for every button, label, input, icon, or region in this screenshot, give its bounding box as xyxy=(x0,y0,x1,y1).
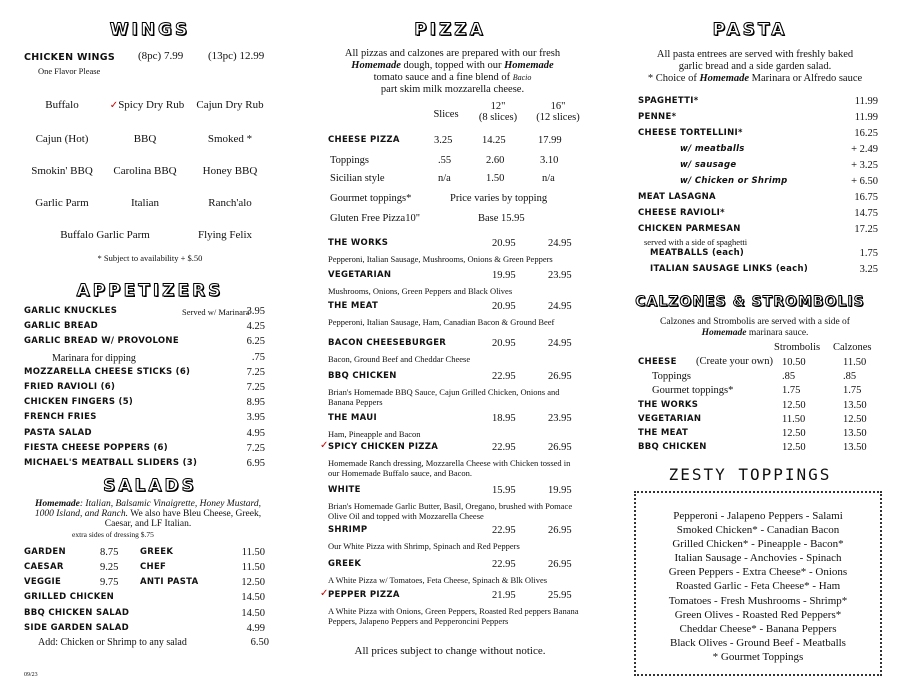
pasta-price: + 6.50 xyxy=(851,176,878,187)
topping-line: Pepperoni - Jalapeno Peppers - Salami xyxy=(673,510,843,522)
toppings-name: Toppings xyxy=(330,155,369,166)
appetizer-name: FRENCH FRIES xyxy=(24,412,97,423)
cheese-pizza-row xyxy=(300,135,600,149)
specialty-pizza-name: THE MAUI xyxy=(328,413,377,423)
pasta-row xyxy=(638,192,878,206)
flavor-item: Garlic Parm xyxy=(35,197,89,209)
pasta-price: + 3.25 xyxy=(851,160,878,171)
specialty-pizza-price-12: 20.95 xyxy=(492,338,516,349)
calzones-heading: CALZONES & STROMBOLIS xyxy=(635,294,865,310)
calzone-name: THE WORKS xyxy=(638,399,699,410)
pasta-row xyxy=(638,176,878,190)
pasta-name: CHICKEN PARMESAN xyxy=(638,224,741,234)
specialty-pizza-header xyxy=(300,301,600,315)
wings-availability-note: * Subject to availability + $.50 xyxy=(97,253,203,263)
flavor-item: Italian xyxy=(130,197,160,209)
specialty-pizza-header xyxy=(300,559,600,573)
topping-line: Roasted Garlic - Feta Cheese* - Ham xyxy=(675,580,841,593)
specialty-pizza-header xyxy=(300,270,600,284)
homemade-label: Homemade xyxy=(504,60,554,71)
appetizer-price: 7.25 xyxy=(246,366,265,378)
salad-pair-row xyxy=(24,562,269,576)
appetizer-row xyxy=(24,352,269,366)
pasta-row xyxy=(638,224,878,238)
appetizer-price: 3.95 xyxy=(246,306,265,317)
sicilian-price-12: 1.50 xyxy=(486,173,505,184)
specialty-pizza-header xyxy=(300,442,600,456)
pasta-name: MEAT LASAGNA xyxy=(638,192,716,202)
appetizer-note: Served w/ Marinara xyxy=(182,307,250,317)
salads-dressings: : Italian, Balsamic Vinaigrette, Honey Mustard, 1000 Island, and Ranch. xyxy=(34,499,262,519)
specialty-pizza-header xyxy=(300,371,600,385)
pasta-row xyxy=(638,160,878,174)
specialty-pizza-header xyxy=(300,413,600,427)
stromboli-price: 1.75 xyxy=(782,385,801,397)
calzone-name: VEGETARIAN xyxy=(638,413,702,424)
salad-row xyxy=(24,623,269,637)
menu-date: 09/23 xyxy=(24,672,38,678)
stromboli-price: 12.50 xyxy=(782,399,806,411)
topping-line: Italian Sausage - Anchovies - Spinach xyxy=(674,552,842,565)
hdr-slices: Slices xyxy=(433,109,459,120)
hdr-16-slices: (12 slices) xyxy=(536,112,580,123)
pasta-note: served with a side of spaghetti xyxy=(644,237,748,247)
sausage-row xyxy=(650,264,878,278)
sicilian-row xyxy=(300,173,600,187)
flavor-item xyxy=(102,99,192,111)
homemade-label: Homemade xyxy=(699,73,750,84)
homemade-label: Homemade xyxy=(351,60,401,71)
appetizer-price: 6.25 xyxy=(246,336,265,348)
salad-price: 8.75 xyxy=(100,547,119,558)
appetizer-name: GARLIC BREAD W/ PROVOLONE xyxy=(24,336,179,347)
right-column xyxy=(600,0,900,692)
calzones-intro-text: marinara sauce. xyxy=(746,328,809,338)
appetizer-row xyxy=(24,458,269,472)
specialty-pizza-desc: Pepperoni, Italian Sausage, Ham, Canadian Bacon & Ground Beef xyxy=(328,317,555,327)
appetizers-heading: APPETIZERS xyxy=(76,281,224,301)
appetizer-price: 6.95 xyxy=(246,458,265,469)
calzone-row xyxy=(638,428,888,442)
appetizer-row xyxy=(24,336,269,350)
topping-line: Green Olives - Roasted Red Peppers* xyxy=(674,608,842,621)
pasta-name: CHEESE TORTELLINI* xyxy=(638,128,743,138)
pizza-intro xyxy=(320,48,585,96)
pasta-price: 16.75 xyxy=(854,192,878,203)
appetizer-price: 7.25 xyxy=(246,442,265,454)
pasta-intro-text: * Choice of xyxy=(647,73,700,84)
calzone-row xyxy=(638,400,888,414)
appetizer-note: Marinara for dipping xyxy=(52,352,136,364)
appetizer-name: FRIED RAVIOLI (6) xyxy=(24,382,116,392)
salad-price: 9.75 xyxy=(100,577,119,588)
sausage-name: ITALIAN SAUSAGE LINKS (each) xyxy=(650,264,809,274)
pasta-price: 11.99 xyxy=(854,112,878,123)
flavor-item: Flying Felix xyxy=(197,229,253,241)
pasta-name: w/ sausage xyxy=(680,160,737,170)
gluten-free-row xyxy=(300,213,600,227)
salad-row xyxy=(24,592,269,606)
appetizer-price: 8.95 xyxy=(246,397,265,409)
specialty-pizza-name: BACON CHEESEBURGER xyxy=(328,338,447,348)
specialty-pizza-name: SHRIMP xyxy=(328,525,368,535)
hdr-calzones: Calzones xyxy=(833,342,872,353)
appetizer-row xyxy=(24,306,269,320)
specialty-pizza-header xyxy=(300,485,600,499)
calzone-row xyxy=(638,442,888,456)
appetizer-name: FIESTA CHEESE POPPERS (6) xyxy=(24,442,168,453)
appetizer-row xyxy=(24,397,269,411)
pasta-intro-line xyxy=(620,73,890,85)
pasta-price: 16.25 xyxy=(854,128,878,139)
flavor-item: BBQ xyxy=(133,133,157,145)
pasta-name: SPAGHETTI* xyxy=(638,96,699,106)
gluten-free-name: Gluten Free Pizza10" xyxy=(330,213,421,224)
hdr-12-size: 12" xyxy=(490,101,506,112)
toppings-price-16: 3.10 xyxy=(540,155,559,166)
add-on-price: 6.50 xyxy=(250,637,269,648)
specialty-pizza-header xyxy=(300,590,600,604)
gourmet-name: Gourmet toppings* xyxy=(330,193,412,204)
salad-price: 4.99 xyxy=(246,623,265,634)
salad-price: 11.50 xyxy=(241,547,265,558)
salad-name: CHEF xyxy=(140,562,167,572)
sicilian-name: Sicilian style xyxy=(330,173,385,184)
meatballs-row xyxy=(650,248,878,262)
bacio-logo: Bacio xyxy=(512,73,532,82)
salad-name: GREEK xyxy=(140,547,174,557)
specialty-pizza-desc: A White Pizza w/ Tomatoes, Feta Cheese, Spinach & Blk Olives xyxy=(328,575,548,585)
specialty-pizza-header xyxy=(300,238,600,252)
sicilian-price-16: n/a xyxy=(542,173,555,184)
toppings-row xyxy=(300,155,600,169)
pasta-price: 14.75 xyxy=(854,208,878,219)
appetizer-price: .75 xyxy=(251,351,265,363)
topping-line: Smoked Chicken* - Canadian Bacon xyxy=(676,524,840,537)
salads-other-dressings: We also have Bleu Cheese, Greek, Caesar, and LF Italian. xyxy=(104,509,262,529)
stromboli-price: 12.50 xyxy=(782,428,806,439)
specialty-pizza-desc: Brian's Homemade BBQ Sauce, Cajun Grilled Chicken, Onions and Banana Peppers xyxy=(328,387,560,407)
appetizer-name: CHICKEN FINGERS (5) xyxy=(24,397,134,408)
specialty-pizza-header xyxy=(300,525,600,539)
specialty-pizza-price-16: 25.95 xyxy=(548,590,572,601)
wings-heading: WINGS xyxy=(109,20,191,40)
price-disclaimer: All prices subject to change without notice. xyxy=(354,645,546,657)
calzone-price: 1.75 xyxy=(843,385,862,397)
homemade-label: Homemade xyxy=(701,328,747,338)
calzone-price: 12.50 xyxy=(843,413,867,425)
pasta-name: w/ meatballs xyxy=(680,144,745,154)
pasta-intro-line: garlic bread and a side garden salad. xyxy=(678,61,832,72)
specialty-pizza-price-16: 23.95 xyxy=(548,270,572,281)
pizza-heading: PIZZA xyxy=(414,20,486,40)
pasta-heading: PASTA xyxy=(712,20,788,40)
pizza-intro-text: dough, topped with our xyxy=(400,60,505,71)
specialty-pizza-name: THE MEAT xyxy=(328,301,379,311)
stromboli-price: 12.50 xyxy=(782,442,806,454)
specialty-pizza-desc: Brian's Homemade Garlic Butter, Basil, Oregano, brushed with Pomace Olive Oil and topped with Mozzarella Cheese xyxy=(328,501,573,521)
appetizer-row xyxy=(24,412,269,426)
topping-line: * Gourmet Toppings xyxy=(712,650,804,663)
pasta-price: 11.99 xyxy=(854,96,878,107)
calzone-name: Gourmet toppings* xyxy=(652,385,734,397)
appetizer-name: GARLIC KNUCKLES xyxy=(24,306,118,316)
cheese-price-16: 17.99 xyxy=(538,135,562,146)
salad-price: 14.50 xyxy=(241,592,265,603)
pasta-intro xyxy=(620,49,890,85)
appetizer-price: 7.25 xyxy=(246,382,265,393)
chili-pepper-icon: ✓ xyxy=(320,440,329,451)
left-column xyxy=(0,0,300,692)
specialty-pizza-desc: A White Pizza with Onions, Green Peppers, Roasted Red peppers Banana Peppers, Jalapeno Peppers and Pepperoncini Peppers xyxy=(328,606,579,626)
specialty-pizza-name: SPICY CHICKEN PIZZA xyxy=(328,442,439,452)
appetizer-price: 3.95 xyxy=(246,412,265,424)
appetizer-row xyxy=(24,428,269,442)
hdr-12 xyxy=(468,101,528,123)
specialty-pizza-desc: Our White Pizza with Shrimp, Spinach and Red Peppers xyxy=(328,541,520,551)
zesty-toppings-box xyxy=(634,491,882,676)
specialty-pizza-price-12: 18.95 xyxy=(492,413,516,424)
specialty-pizza-desc: Mushrooms, Onions, Green Peppers and Black Olives xyxy=(328,286,513,296)
specialty-pizza-desc: Bacon, Ground Beef and Cheddar Cheese xyxy=(328,354,471,364)
meatballs-name: MEATBALLS (each) xyxy=(650,248,745,258)
salad-name: CAESAR xyxy=(24,562,64,572)
calzone-price: 11.50 xyxy=(843,357,867,368)
specialty-pizza-price-16: 26.95 xyxy=(548,371,572,382)
hdr-16 xyxy=(528,101,588,123)
flavor-item: Cajun Dry Rub xyxy=(196,99,264,111)
pizza-intro-line: part skim milk mozzarella cheese. xyxy=(380,84,525,95)
hdr-strombolis: Strombolis xyxy=(774,342,821,353)
specialty-pizza-header xyxy=(300,338,600,352)
salad-pair-row xyxy=(24,547,269,561)
salad-name: GRILLED CHICKEN xyxy=(24,592,115,602)
calzone-note: (Create your own) xyxy=(696,356,773,367)
specialty-pizza-price-16: 19.95 xyxy=(548,485,572,496)
topping-line: Tomatoes - Fresh Mushrooms - Shrimp* xyxy=(668,594,848,607)
gluten-free-price: Base 15.95 xyxy=(478,213,525,224)
gourmet-row xyxy=(300,193,600,207)
cheese-price-slice: 3.25 xyxy=(434,135,453,146)
appetizer-name: MOZZARELLA CHEESE STICKS (6) xyxy=(24,366,191,377)
flavor-item: Cajun (Hot) xyxy=(35,133,89,145)
topping-line: Green Peppers - Extra Cheese* - Onions xyxy=(668,566,848,579)
pasta-price: 17.25 xyxy=(854,224,878,235)
specialty-pizza-price-12: 22.95 xyxy=(492,371,516,382)
extra-dressing-note: extra sides of dressing $.75 xyxy=(72,530,154,539)
specialty-pizza-price-16: 24.95 xyxy=(548,238,572,249)
middle-column xyxy=(300,0,600,692)
specialty-pizza-name: PEPPER PIZZA xyxy=(328,590,400,600)
specialty-pizza-name: BBQ CHICKEN xyxy=(328,371,397,381)
pizza-intro-text: tomato sauce and a fine blend of xyxy=(373,72,511,83)
topping-line: Cheddar Cheese* - Banana Peppers xyxy=(679,622,837,635)
appetizer-row xyxy=(24,367,269,381)
specialty-pizza-price-16: 26.95 xyxy=(548,525,572,536)
specialty-pizza-price-16: 26.95 xyxy=(548,559,572,570)
calzone-price: 13.50 xyxy=(843,399,867,411)
specialty-pizza-price-16: 24.95 xyxy=(548,338,572,349)
specialty-pizza-price-12: 22.95 xyxy=(492,442,516,453)
appetizer-name: GARLIC BREAD xyxy=(24,321,98,332)
calzone-price: 13.50 xyxy=(843,442,867,454)
chili-pepper-icon: ✓ xyxy=(109,100,119,111)
specialty-pizza-price-16: 24.95 xyxy=(548,301,572,312)
gourmet-note: Price varies by topping xyxy=(450,193,548,204)
flavor-item: Honey BBQ xyxy=(202,165,258,177)
hdr-16-size: 16" xyxy=(550,101,566,112)
specialty-pizza-desc: Homemade Ranch dressing, Mozzarella Cheese with Chicken tossed in our Homemade Buffalo sauce, and Bacon. xyxy=(328,458,571,478)
appetizer-price: 4.25 xyxy=(246,321,265,333)
add-on-label: Add: Chicken or Shrimp to any salad xyxy=(38,637,187,648)
pasta-name: PENNE* xyxy=(638,112,677,122)
cheese-price-12: 14.25 xyxy=(482,135,506,146)
pasta-name: CHEESE RAVIOLI* xyxy=(638,208,725,218)
salad-row xyxy=(24,608,269,622)
pizza-intro-line xyxy=(320,60,585,72)
calzones-intro xyxy=(620,317,890,339)
wings-price-13: (13pc) 12.99 xyxy=(208,50,265,62)
specialty-pizza-price-12: 19.95 xyxy=(492,270,516,281)
specialty-pizza-price-12: 22.95 xyxy=(492,525,516,536)
pasta-row xyxy=(638,96,878,110)
wings-note: One Flavor Please xyxy=(38,66,101,76)
hdr-12-slices: (8 slices) xyxy=(478,112,518,123)
meatballs-price: 1.75 xyxy=(859,248,878,259)
salad-price: 9.25 xyxy=(100,562,119,573)
calzone-name: Toppings xyxy=(652,371,691,383)
pasta-row xyxy=(638,144,878,158)
stromboli-price: .85 xyxy=(782,371,796,383)
specialty-pizza-price-12: 20.95 xyxy=(492,238,516,249)
specialty-pizza-desc: Pepperoni, Italian Sausage, Mushrooms, Onions & Green Peppers xyxy=(328,254,553,264)
flavor-item: Smoked * xyxy=(207,133,253,145)
pasta-row xyxy=(638,208,878,222)
flavor-item: Ranch'alo xyxy=(208,197,252,209)
stromboli-price: 10.50 xyxy=(782,357,806,368)
pasta-price: + 2.49 xyxy=(851,144,878,155)
chili-pepper-icon: ✓ xyxy=(320,588,329,599)
calzone-row xyxy=(638,414,888,428)
appetizer-price: 4.95 xyxy=(246,427,265,439)
zesty-toppings-list xyxy=(636,493,880,664)
salads-heading: SALADS xyxy=(103,476,197,496)
appetizer-row xyxy=(24,382,269,396)
specialty-pizza-price-16: 26.95 xyxy=(548,442,572,453)
pasta-intro-line: All pasta entrees are served with freshly baked xyxy=(656,49,854,60)
sausage-price: 3.25 xyxy=(859,264,878,275)
specialty-pizza-name: WHITE xyxy=(328,485,361,495)
flavor-item: Buffalo Garlic Parm xyxy=(60,229,150,241)
pasta-intro-text: Marinara or Alfredo sauce xyxy=(749,73,863,84)
salad-price: 11.50 xyxy=(241,562,265,573)
specialty-pizza-desc: Ham, Pineapple and Bacon xyxy=(328,429,421,439)
appetizer-row xyxy=(24,443,269,457)
specialty-pizza-price-12: 21.95 xyxy=(492,590,516,601)
sicilian-price-slice: n/a xyxy=(438,173,451,184)
flavor-item: Smokin' BBQ xyxy=(31,165,93,177)
appetizer-name: PASTA SALAD xyxy=(24,427,92,438)
calzone-name: BBQ CHICKEN xyxy=(638,442,707,453)
calzones-intro-line: Calzones and Strombolis are served with a side of xyxy=(660,317,850,327)
salad-name: BBQ CHICKEN SALAD xyxy=(24,607,130,618)
toppings-price-slice: .55 xyxy=(438,155,452,166)
specialty-pizza-name: THE WORKS xyxy=(328,238,389,248)
pasta-row xyxy=(638,112,878,126)
calzones-intro-line xyxy=(620,328,890,339)
specialty-pizza-price-12: 22.95 xyxy=(492,559,516,570)
chicken-wings-name: CHICKEN WINGS xyxy=(24,52,116,63)
specialty-pizza-name: GREEK xyxy=(328,559,362,569)
salad-name: SIDE GARDEN SALAD xyxy=(24,623,129,633)
pizza-intro-line xyxy=(320,72,585,84)
topping-line: Grilled Chicken* - Pineapple - Bacon* xyxy=(672,538,844,551)
specialty-pizza-price-16: 23.95 xyxy=(548,413,572,424)
calzone-price: .85 xyxy=(843,371,857,383)
flavor-item: Carolina BBQ xyxy=(113,165,177,177)
zesty-heading: ZESTY TOPPINGS xyxy=(668,465,832,484)
topping-line: Black Olives - Ground Beef - Meatballs xyxy=(670,636,846,649)
salad-pair-row xyxy=(24,577,269,591)
specialty-pizza-price-12: 15.95 xyxy=(492,485,516,496)
wings-price-8: (8pc) 7.99 xyxy=(138,50,184,62)
appetizer-name: MICHAEL'S MEATBALL SLIDERS (3) xyxy=(24,458,198,468)
calzone-row xyxy=(638,385,888,399)
flavor-label: Spicy Dry Rub xyxy=(118,99,185,111)
salad-name: ANTI PASTA xyxy=(140,577,199,587)
specialty-pizza-price-12: 20.95 xyxy=(492,301,516,312)
appetizer-row xyxy=(24,321,269,335)
pasta-name: w/ Chicken or Shrimp xyxy=(680,176,788,186)
flavor-item: Buffalo xyxy=(45,99,79,111)
salad-name: VEGGIE xyxy=(24,577,62,587)
specialty-pizza-name: VEGETARIAN xyxy=(328,270,392,280)
salads-intro xyxy=(28,499,268,529)
cheese-pizza-name: CHEESE PIZZA xyxy=(328,135,400,145)
salad-price: 12.50 xyxy=(241,577,265,588)
calzone-name: THE MEAT xyxy=(638,428,689,438)
salad-name: GARDEN xyxy=(24,547,66,557)
homemade-label: Homemade xyxy=(34,499,80,509)
pizza-intro-line: All pizzas and calzones are prepared with our fresh xyxy=(344,48,561,59)
calzone-row xyxy=(638,357,888,371)
calzone-name: CHEESE xyxy=(638,357,677,367)
toppings-price-12: 2.60 xyxy=(486,155,505,166)
pasta-row xyxy=(638,128,878,142)
stromboli-price: 11.50 xyxy=(782,413,806,425)
salad-price: 14.50 xyxy=(241,607,265,619)
calzone-row xyxy=(638,371,888,385)
calzone-price: 13.50 xyxy=(843,428,867,439)
